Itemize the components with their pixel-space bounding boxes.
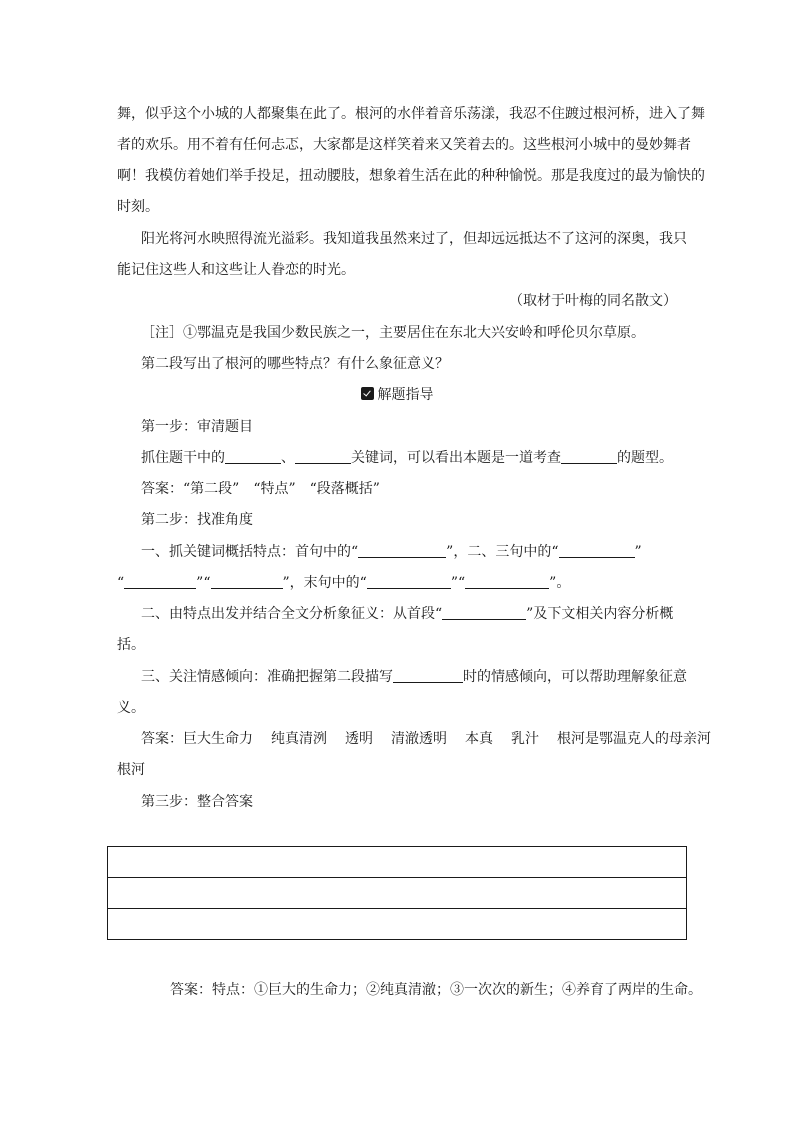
answer-table [107,846,687,940]
answer-item: 乳汁 [511,731,539,747]
fill-blank [393,668,463,683]
fill-blank [465,574,549,589]
step1-text-c: 关键词，可以看出本题是一道考查 [351,450,561,466]
fill-blank [358,543,446,558]
step2-p1-text-e: ”“ [196,575,211,591]
answer-item: 纯真清洌 [271,731,327,747]
passage-note: ［注］①鄂温克是我国少数民族之一，主要居住在东北大兴安岭和呼伦贝尔草原。 [141,325,645,341]
table-row [108,909,687,940]
step2-p3-text-a: 三、关注情感倾向：准确把握第二段描写 [141,669,393,685]
step2-p3-text-b: 时的情感倾向，可以帮助理解象征意 [463,669,687,685]
table-row [108,847,687,878]
passage-line-4: 时刻。 [117,199,159,215]
step1-text-b: 、 [281,450,295,466]
step2-p2-line2: 括。 [117,637,145,653]
fill-blank [124,574,196,589]
fill-blank [367,574,451,589]
step2-p2-text-b: ”及下文相关内容分析概 [526,606,674,622]
final-answer: 答案：特点：①巨大的生命力；②纯真清澈；③一次次的新生；④养育了两岸的生命。 [170,982,702,998]
passage-line-1: 舞，似乎这个小城的人都聚集在此了。根河的水伴着音乐荡漾，我忍不住踱过根河桥，进入了舞 [117,106,705,122]
fill-blank [225,449,281,464]
step2-p3-line1 [141,667,687,687]
guide-header [0,385,794,405]
step1-title: 第一步：审清题目 [141,419,253,435]
step2-p1-text-f: ”，末句中的“ [282,575,367,591]
answer-item: 透明 [345,731,373,747]
step2-p2-line1 [141,604,673,624]
step2-p1-text-d: “ [117,575,125,591]
fill-blank [211,574,283,589]
table-row [108,878,687,909]
step2-answer-tail: 根河 [117,762,145,778]
fill-blank [442,605,526,620]
step2-p1-text-b: ”，二、三句中的“ [446,544,559,560]
step1-line [141,448,673,468]
step2-p1-line2 [117,573,570,593]
table-cell [108,847,687,878]
guide-title: 解题指导 [377,387,434,403]
table-cell [108,909,687,940]
step2-title: 第二步：找准角度 [141,512,253,528]
passage-line-2: 者的欢乐。用不着有任何忐忑，大家都是这样笑着来又笑着去的。这些根河小城中的曼妙舞者 [117,137,691,153]
checkbox-icon [361,387,374,400]
passage-line-3: 啊！我模仿着她们举手投足，扭动腰肢，想象着生活在此的种种愉悦。那是我度过的最为愉快的 [117,168,705,184]
step2-p3-line2: 义。 [117,700,145,716]
passage-line-6: 能记住这些人和这些让人眷恋的时光。 [117,262,355,278]
step2-p2-text-a: 二、由特点出发并结合全文分析象征义：从首段“ [141,606,443,622]
step1-text-d: 的题型。 [617,450,673,466]
answer-item: 清澈透明 [391,731,447,747]
step2-p1-text-g: ”“ [450,575,466,591]
question-text: 第二段写出了根河的哪些特点？有什么象征意义？ [141,356,449,372]
step1-text-a: 抓住题干中的 [141,450,225,466]
step2-p1-text-h: ”。 [549,575,571,591]
fill-blank [295,449,351,464]
step2-answer [141,729,711,749]
passage-line-5: 阳光将河水映照得流光溢彩。我知道我虽然来过了，但却远远抵达不了这河的深奥，我只 [141,231,687,247]
passage-source: （取材于叶梅的同名散文） [509,293,677,309]
step2-p1-line1 [141,542,642,562]
fill-blank [559,543,635,558]
step3-title: 第三步：整合答案 [141,794,253,810]
answer-item: 根河是鄂温克人的母亲河 [557,731,711,747]
step1-answer: 答案：“第二段” “特点” “段落概括” [141,481,380,497]
step2-p1-text-c: ” [634,544,642,560]
table-cell [108,878,687,909]
fill-blank [561,449,617,464]
answer-item: 答案：巨大生命力 [141,731,253,747]
step2-p1-text-a: 一、抓关键词概括特点：首句中的“ [141,544,359,560]
answer-item: 本真 [465,731,493,747]
